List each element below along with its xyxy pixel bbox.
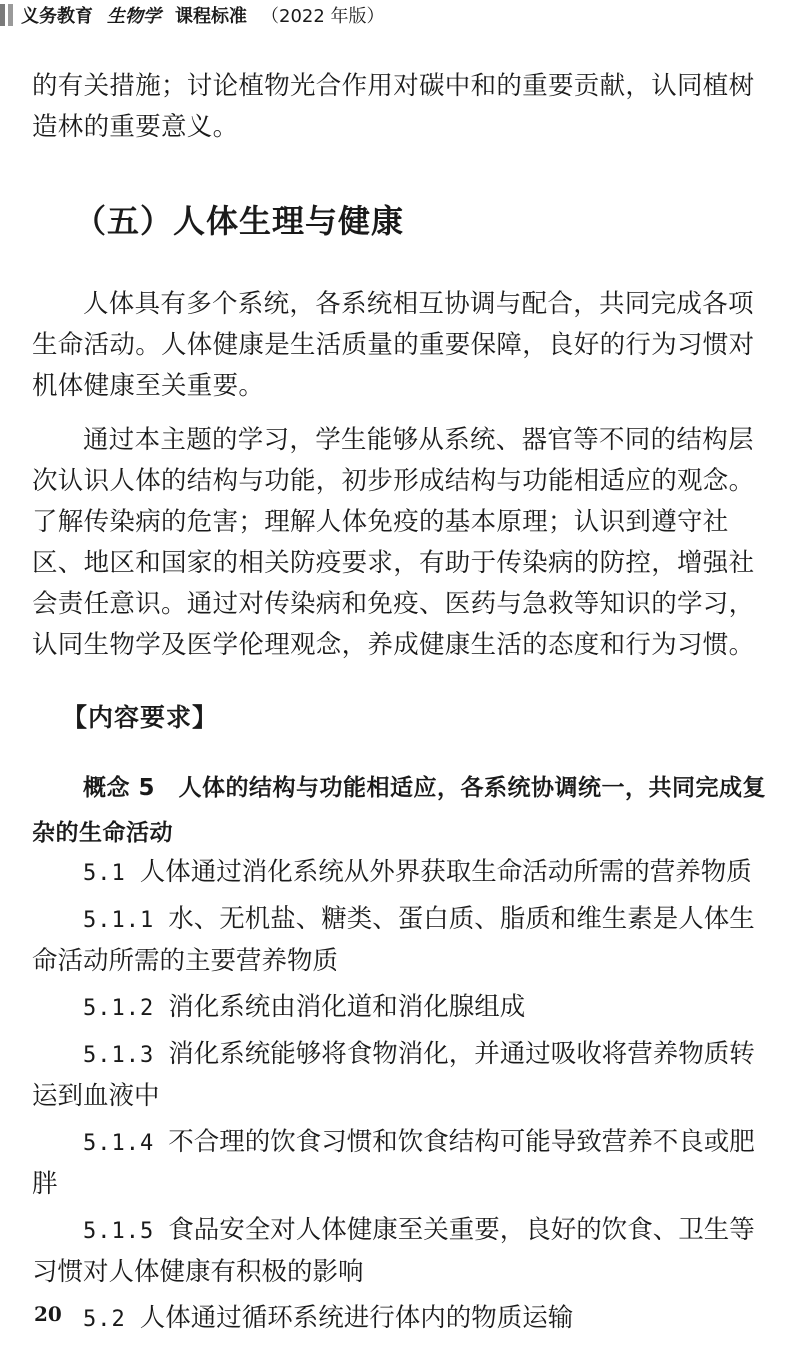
header-subject: 生物学 <box>107 6 161 27</box>
requirement-item-5-1-5 <box>32 1210 772 1293</box>
item-text: 人体通过消化系统从外界获取生命活动所需的营养物质 <box>139 857 752 887</box>
header-edition: （2022 年版） <box>261 6 385 27</box>
item-number: 5.1.5 <box>83 1219 155 1244</box>
item-text: 食品安全对人体健康至关重要，良好的饮食、卫生等习惯对人体健康有积极的影响 <box>32 1215 755 1287</box>
continuation-paragraph: 的有关措施；讨论植物光合作用对碳中和的重要贡献，认同植树造林的重要意义。 <box>32 71 755 142</box>
header-doc-title: 课程标准 <box>175 6 247 27</box>
requirement-item-5-1-2 <box>32 987 772 1029</box>
requirement-item-5-1-3 <box>32 1034 772 1117</box>
item-number: 5.1.3 <box>83 1043 155 1068</box>
intro-paragraph-1: 人体具有多个系统，各系统相互协调与配合，共同完成各项生命活动。人体健康是生活质量的重要保障，良好的行为习惯对机体健康至关重要。 <box>32 289 755 401</box>
item-number: 5.1.1 <box>83 908 155 933</box>
requirement-item-5-1-1 <box>32 899 772 982</box>
item-number: 5.1 <box>83 861 126 886</box>
item-text: 水、无机盐、糖类、蛋白质、脂质和维生素是人体生命活动所需的主要营养物质 <box>32 904 755 976</box>
requirement-item-5-1-4 <box>32 1122 772 1205</box>
item-text: 不合理的饮食习惯和饮食结构可能导致营养不良或肥胖 <box>32 1127 755 1199</box>
requirement-item-5-1 <box>32 852 772 894</box>
requirement-list <box>32 852 772 1345</box>
concept-5-statement: 概念 5 人体的结构与功能相适应，各系统协调统一，共同完成复杂的生命活动 <box>32 775 767 846</box>
intro-paragraph-2: 通过本主题的学习，学生能够从系统、器官等不同的结构层次认识人体的结构与功能，初步形成结构与功能相适应的观念。了解传染病的危害；理解人体免疫的基本原理；认识到遵守社区、地区和国家的相关防疫要求，有助于传染病的防控，增强社会责任意识。通过对传染病和免疫、医药与急救等知识的学习，认同生物学及医学伦理观念，养成健康生活的态度和行为习惯。 <box>32 425 755 660</box>
running-header <box>0 0 385 30</box>
item-number: 5.2 <box>83 1307 126 1332</box>
section-heading: （五）人体生理与健康 <box>74 202 405 240</box>
content-requirements-heading: 【内容要求】 <box>62 703 219 732</box>
item-number: 5.1.4 <box>83 1131 155 1156</box>
item-text: 人体通过循环系统进行体内的物质运输 <box>139 1303 574 1333</box>
header-bars-decoration <box>0 4 13 26</box>
item-number: 5.1.2 <box>83 996 155 1021</box>
item-text: 消化系统由消化道和消化腺组成 <box>168 992 526 1022</box>
page-number: 20 <box>34 1302 62 1326</box>
item-text: 消化系统能够将食物消化，并通过吸收将营养物质转运到血液中 <box>32 1039 755 1111</box>
header-series: 义务教育 <box>21 6 93 27</box>
